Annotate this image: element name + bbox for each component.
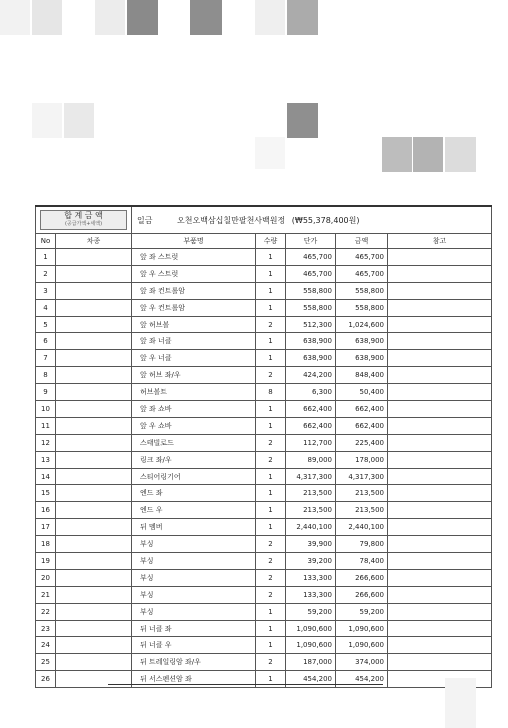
quantity-cell: 1 — [256, 671, 286, 688]
part-name-cell: 부싱 — [132, 586, 256, 603]
unit-price-cell: 1,090,600 — [286, 637, 336, 654]
unit-price-cell: 662,400 — [286, 401, 336, 418]
won-prefix: 일금 — [137, 215, 153, 225]
part-name-cell: 부싱 — [132, 553, 256, 570]
part-name-cell: 앞 우 스트럿 — [132, 265, 256, 282]
car-model-cell — [56, 553, 132, 570]
table-row — [36, 586, 492, 603]
total-sublabel: (공급가액+세액) — [64, 221, 103, 227]
car-model-cell — [56, 603, 132, 620]
part-name-cell: 뒤 멤버 — [132, 519, 256, 536]
quantity-cell: 2 — [256, 654, 286, 671]
amount-cell: 558,800 — [336, 299, 388, 316]
row-number-cell: 14 — [36, 468, 56, 485]
amount-cell: 78,400 — [336, 553, 388, 570]
note-cell — [388, 316, 492, 333]
unit-price-cell: 112,700 — [286, 434, 336, 451]
amount-cell: 266,600 — [336, 586, 388, 603]
part-name-cell: 앞 허브 좌/우 — [132, 367, 256, 384]
unit-price-cell: 424,200 — [286, 367, 336, 384]
redacted-block — [95, 0, 125, 35]
unit-price-cell: 4,317,300 — [286, 468, 336, 485]
redacted-block — [32, 0, 62, 35]
car-model-cell — [56, 417, 132, 434]
col-header-no: No — [36, 234, 56, 249]
unit-price-cell: 6,300 — [286, 384, 336, 401]
total-label-cell — [36, 206, 132, 234]
col-header-qty: 수량 — [256, 234, 286, 249]
car-model-cell — [56, 502, 132, 519]
table-row — [36, 316, 492, 333]
total-label: 합 계 금 액 — [64, 211, 103, 220]
quantity-cell: 2 — [256, 367, 286, 384]
quantity-cell: 1 — [256, 417, 286, 434]
row-number-cell: 19 — [36, 553, 56, 570]
part-name-cell: 뒤 서스펜션암 좌 — [132, 671, 256, 688]
note-cell — [388, 434, 492, 451]
amount-cell: 1,024,600 — [336, 316, 388, 333]
note-cell — [388, 569, 492, 586]
table-row — [36, 282, 492, 299]
unit-price-cell: 638,900 — [286, 333, 336, 350]
table-row — [36, 367, 492, 384]
quantity-cell: 1 — [256, 350, 286, 367]
unit-price-cell: 465,700 — [286, 265, 336, 282]
table-row — [36, 401, 492, 418]
quantity-cell: 1 — [256, 485, 286, 502]
row-number-cell: 4 — [36, 299, 56, 316]
row-number-cell: 18 — [36, 536, 56, 553]
row-number-cell: 11 — [36, 417, 56, 434]
note-cell — [388, 620, 492, 637]
row-number-cell: 3 — [36, 282, 56, 299]
redacted-block — [382, 137, 412, 172]
redacted-block — [445, 137, 476, 172]
table-row — [36, 333, 492, 350]
quantity-cell: 2 — [256, 451, 286, 468]
unit-price-cell: 133,300 — [286, 569, 336, 586]
quantity-cell: 1 — [256, 333, 286, 350]
redacted-block — [255, 137, 285, 169]
note-cell — [388, 417, 492, 434]
car-model-cell — [56, 282, 132, 299]
note-cell — [388, 485, 492, 502]
amount-cell: 848,400 — [336, 367, 388, 384]
car-model-cell — [56, 384, 132, 401]
note-cell — [388, 586, 492, 603]
redacted-block — [127, 0, 158, 35]
amount-cell: 225,400 — [336, 434, 388, 451]
part-name-cell: 부싱 — [132, 603, 256, 620]
note-cell — [388, 502, 492, 519]
quantity-cell: 2 — [256, 434, 286, 451]
note-cell — [388, 299, 492, 316]
row-number-cell: 22 — [36, 603, 56, 620]
quantity-cell: 1 — [256, 603, 286, 620]
note-cell — [388, 333, 492, 350]
amount-cell: 2,440,100 — [336, 519, 388, 536]
row-number-cell: 17 — [36, 519, 56, 536]
part-name-cell: 뒤 너클 좌 — [132, 620, 256, 637]
part-name-cell: 뒤 너클 우 — [132, 637, 256, 654]
amount-cell: 59,200 — [336, 603, 388, 620]
part-name-cell: 앞 우 컨트롤암 — [132, 299, 256, 316]
redacted-block — [287, 0, 318, 35]
row-number-cell: 15 — [36, 485, 56, 502]
amount-cell: 213,500 — [336, 502, 388, 519]
quantity-cell: 2 — [256, 316, 286, 333]
redacted-block — [32, 103, 62, 138]
quantity-cell: 2 — [256, 586, 286, 603]
redacted-block — [64, 103, 94, 138]
amount-cell: 465,700 — [336, 265, 388, 282]
unit-price-cell: 213,500 — [286, 502, 336, 519]
car-model-cell — [56, 299, 132, 316]
part-name-cell: 앞 좌 쇼바 — [132, 401, 256, 418]
car-model-cell — [56, 671, 132, 688]
car-model-cell — [56, 316, 132, 333]
amount-cell: 266,600 — [336, 569, 388, 586]
unit-price-cell: 512,300 — [286, 316, 336, 333]
redacted-block — [287, 103, 318, 138]
note-cell — [388, 451, 492, 468]
redacted-block — [0, 0, 30, 35]
part-name-cell: 앞 좌 컨트롤암 — [132, 282, 256, 299]
quantity-cell: 1 — [256, 502, 286, 519]
amount-cell: 558,800 — [336, 282, 388, 299]
note-cell — [388, 603, 492, 620]
amount-cell: 79,800 — [336, 536, 388, 553]
unit-price-cell: 558,800 — [286, 299, 336, 316]
car-model-cell — [56, 434, 132, 451]
part-name-cell: 허브볼트 — [132, 384, 256, 401]
redacted-block — [255, 0, 285, 35]
unit-price-cell: 213,500 — [286, 485, 336, 502]
row-number-cell: 12 — [36, 434, 56, 451]
col-header-note: 참고 — [388, 234, 492, 249]
quantity-cell: 1 — [256, 468, 286, 485]
table-row — [36, 569, 492, 586]
table-row — [36, 384, 492, 401]
redacted-block — [190, 0, 222, 35]
unit-price-cell: 465,700 — [286, 249, 336, 266]
row-number-cell: 20 — [36, 569, 56, 586]
amount-cell: 50,400 — [336, 384, 388, 401]
amount-cell: 178,000 — [336, 451, 388, 468]
header-row — [36, 234, 492, 249]
table-row — [36, 603, 492, 620]
total-amount-row — [36, 206, 492, 234]
part-name-cell: 앞 우 쇼바 — [132, 417, 256, 434]
quantity-cell: 2 — [256, 553, 286, 570]
quantity-cell: 1 — [256, 637, 286, 654]
table-row — [36, 502, 492, 519]
part-name-cell: 뒤 트레일링암 좌/우 — [132, 654, 256, 671]
part-name-cell: 부싱 — [132, 569, 256, 586]
car-model-cell — [56, 265, 132, 282]
amount-cell: 454,200 — [336, 671, 388, 688]
table-row — [36, 519, 492, 536]
note-cell — [388, 468, 492, 485]
row-number-cell: 26 — [36, 671, 56, 688]
col-header-part-name: 부품명 — [132, 234, 256, 249]
part-name-cell: 앞 우 너클 — [132, 350, 256, 367]
unit-price-cell: 39,200 — [286, 553, 336, 570]
row-number-cell: 7 — [36, 350, 56, 367]
part-name-cell: 스태빌로드 — [132, 434, 256, 451]
table-row — [36, 249, 492, 266]
part-name-cell: 링크 좌/우 — [132, 451, 256, 468]
table-row — [36, 434, 492, 451]
amount-cell: 662,400 — [336, 401, 388, 418]
row-number-cell: 21 — [36, 586, 56, 603]
amount-cell: 1,090,600 — [336, 637, 388, 654]
table-row — [36, 299, 492, 316]
car-model-cell — [56, 569, 132, 586]
parts-estimate-table — [35, 205, 492, 688]
row-number-cell: 6 — [36, 333, 56, 350]
redacted-block — [413, 137, 443, 172]
car-model-cell — [56, 367, 132, 384]
quantity-cell: 1 — [256, 282, 286, 299]
amount-text: 오천오백삼십칠만팔천사백원정 — [177, 215, 286, 225]
part-name-cell: 엔드 우 — [132, 502, 256, 519]
row-number-cell: 24 — [36, 637, 56, 654]
quantity-cell: 1 — [256, 519, 286, 536]
unit-price-cell: 638,900 — [286, 350, 336, 367]
car-model-cell — [56, 586, 132, 603]
note-cell — [388, 637, 492, 654]
car-model-cell — [56, 637, 132, 654]
part-name-cell: 엔드 좌 — [132, 485, 256, 502]
part-name-cell: 앞 허브볼 — [132, 316, 256, 333]
table-row — [36, 265, 492, 282]
row-number-cell: 9 — [36, 384, 56, 401]
row-number-cell: 25 — [36, 654, 56, 671]
part-name-cell: 앞 좌 너클 — [132, 333, 256, 350]
quantity-cell: 1 — [256, 620, 286, 637]
note-cell — [388, 384, 492, 401]
car-model-cell — [56, 536, 132, 553]
row-number-cell: 23 — [36, 620, 56, 637]
unit-price-cell: 133,300 — [286, 586, 336, 603]
car-model-cell — [56, 468, 132, 485]
amount-cell: 638,900 — [336, 333, 388, 350]
row-number-cell: 16 — [36, 502, 56, 519]
amount-cell: 1,090,600 — [336, 620, 388, 637]
car-model-cell — [56, 333, 132, 350]
quantity-cell: 1 — [256, 299, 286, 316]
note-cell — [388, 401, 492, 418]
quantity-cell: 1 — [256, 249, 286, 266]
note-cell — [388, 367, 492, 384]
footer-rule — [108, 684, 383, 685]
unit-price-cell: 558,800 — [286, 282, 336, 299]
unit-price-cell: 59,200 — [286, 603, 336, 620]
row-number-cell: 10 — [36, 401, 56, 418]
quantity-cell: 2 — [256, 569, 286, 586]
note-cell — [388, 265, 492, 282]
quantity-cell: 2 — [256, 536, 286, 553]
note-cell — [388, 519, 492, 536]
car-model-cell — [56, 451, 132, 468]
quantity-cell: 1 — [256, 265, 286, 282]
row-number-cell: 2 — [36, 265, 56, 282]
unit-price-cell: 662,400 — [286, 417, 336, 434]
redacted-header — [0, 0, 508, 180]
amount-numeric: (₩55,378,400원) — [291, 215, 360, 225]
amount-cell: 4,317,300 — [336, 468, 388, 485]
quantity-cell: 1 — [256, 401, 286, 418]
table-row — [36, 417, 492, 434]
car-model-cell — [56, 249, 132, 266]
amount-cell: 213,500 — [336, 485, 388, 502]
amount-cell: 465,700 — [336, 249, 388, 266]
note-cell — [388, 654, 492, 671]
table-row — [36, 536, 492, 553]
table-row — [36, 451, 492, 468]
car-model-cell — [56, 485, 132, 502]
note-cell — [388, 536, 492, 553]
part-name-cell: 부싱 — [132, 536, 256, 553]
quantity-cell: 8 — [256, 384, 286, 401]
part-name-cell: 스티어링기어 — [132, 468, 256, 485]
table-row — [36, 553, 492, 570]
unit-price-cell: 1,090,600 — [286, 620, 336, 637]
table-row — [36, 671, 492, 688]
car-model-cell — [56, 519, 132, 536]
table-row — [36, 485, 492, 502]
total-amount-cell — [132, 206, 492, 234]
total-label-box — [40, 210, 127, 230]
unit-price-cell: 187,000 — [286, 654, 336, 671]
table-row — [36, 620, 492, 637]
car-model-cell — [56, 654, 132, 671]
car-model-cell — [56, 401, 132, 418]
row-number-cell: 5 — [36, 316, 56, 333]
note-cell — [388, 553, 492, 570]
table-row — [36, 654, 492, 671]
note-cell — [388, 282, 492, 299]
unit-price-cell: 454,200 — [286, 671, 336, 688]
unit-price-cell: 89,000 — [286, 451, 336, 468]
unit-price-cell: 2,440,100 — [286, 519, 336, 536]
row-number-cell: 1 — [36, 249, 56, 266]
amount-cell: 662,400 — [336, 417, 388, 434]
car-model-cell — [56, 350, 132, 367]
parts-estimate-table-wrap — [35, 205, 491, 688]
table-row — [36, 468, 492, 485]
unit-price-cell: 39,900 — [286, 536, 336, 553]
part-name-cell: 앞 좌 스트럿 — [132, 249, 256, 266]
note-cell — [388, 350, 492, 367]
row-number-cell: 13 — [36, 451, 56, 468]
redacted-block — [445, 678, 476, 728]
col-header-car: 차종 — [56, 234, 132, 249]
row-number-cell: 8 — [36, 367, 56, 384]
table-row — [36, 350, 492, 367]
table-row — [36, 637, 492, 654]
col-header-amount: 금액 — [336, 234, 388, 249]
note-cell — [388, 249, 492, 266]
col-header-unit-price: 단가 — [286, 234, 336, 249]
amount-cell: 374,000 — [336, 654, 388, 671]
car-model-cell — [56, 620, 132, 637]
amount-cell: 638,900 — [336, 350, 388, 367]
